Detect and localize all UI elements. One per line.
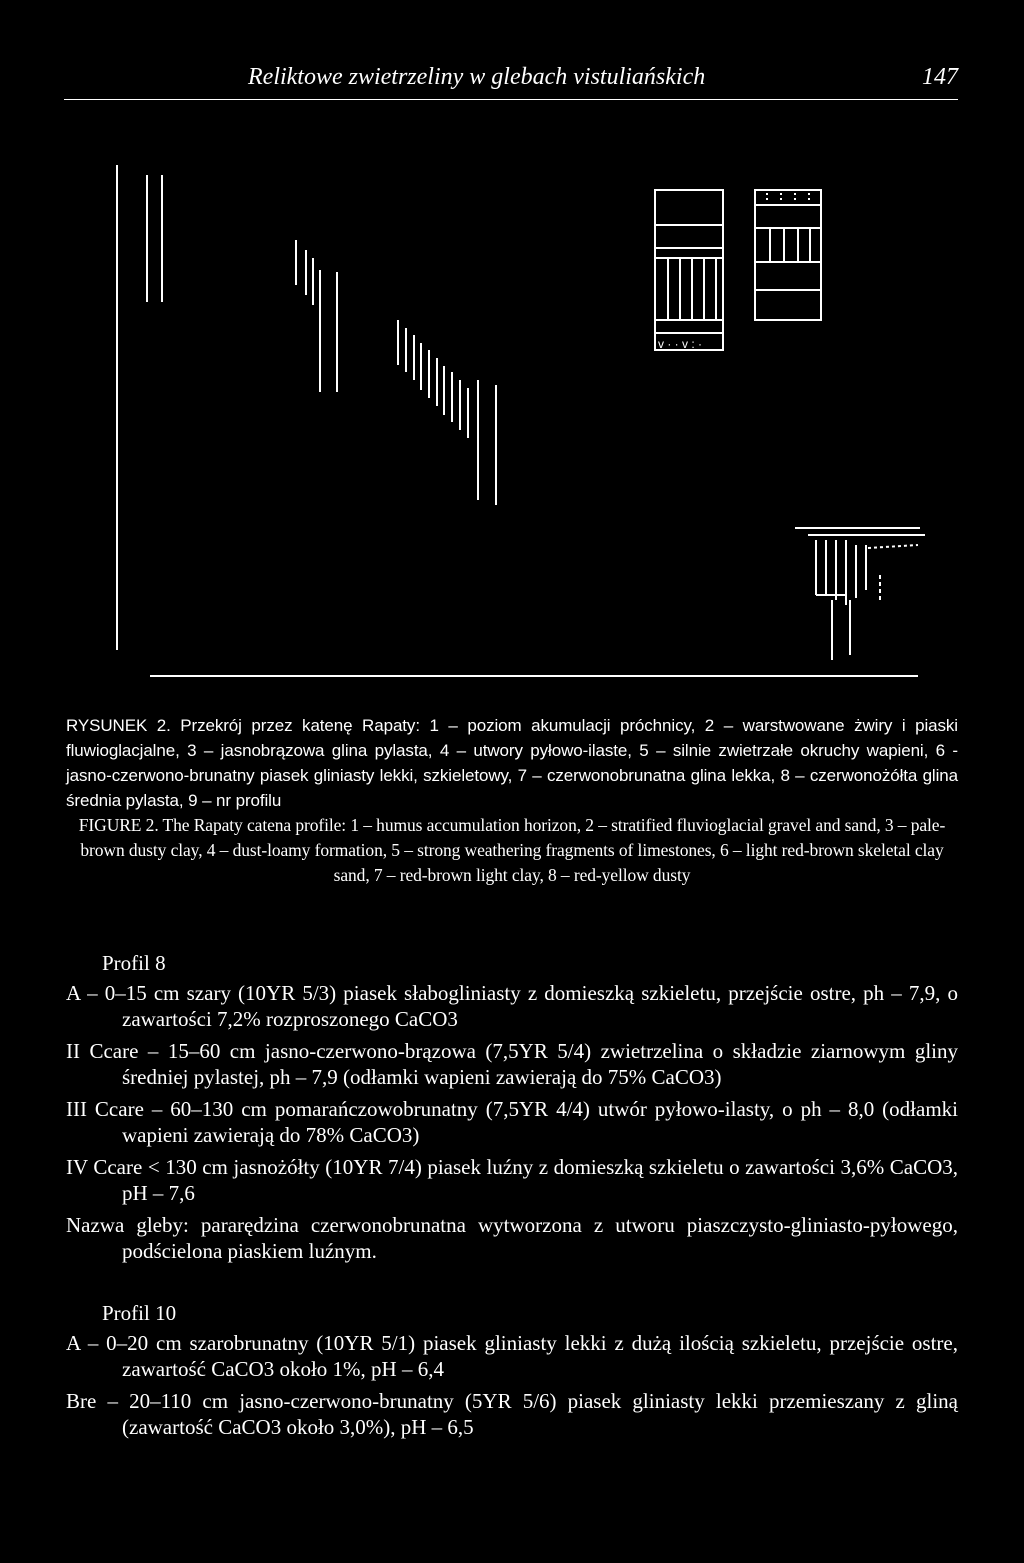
catena-cross-section-figure (0, 100, 1024, 690)
profile-8-horizon-iv: IV Ccare < 130 cm jasnożółty (10YR 7/4) piasek luźny z domieszką szkieletu o zawartości 3,6% CaCO3, pH – 7,6 (66, 1155, 958, 1205)
profile-8-soil-name: Nazwa gleby: pararędzina czerwonobrunatna wytworzona z utworu piaszczysto-gliniasto-pyłowego, podścielona piaskiem luźnym. (66, 1213, 958, 1263)
gravel-marks: v · · v : · (658, 337, 702, 351)
page-number: 147 (922, 64, 958, 90)
profile-column-2 (296, 240, 337, 392)
caption-english: FIGURE 2. The Rapaty catena profile: 1 – humus accumulation horizon, 2 – stratified fluvioglacial gravel and sand, 3 – pale-brown dusty clay, 4 – dust-loamy formation, 5 – strong weathering fragments of limestones, 6 – light red-brown skeletal clay sand, 7 – red-brown light clay, 8 – red-yellow dusty (78, 815, 946, 885)
caption-polish: RYSUNEK 2. Przekrój przez katenę Rapaty: 1 – poziom akumulacji próchnicy, 2 – warstwowane żwiry i piaski fluwioglacjalne, 3 – jasnobrązowa glina pylasta, 4 – utwory pyłowo-ilaste, 5 – silnie zwietrzałe okruchy wapieni, 6 - jasno-czerwono-brunatny piasek gliniasty lekki, szkieletowy, 7 – czerwonobrunatna glina lekka, 8 – czerwonożółta glina średnia pylasta, 9 – nr profilu (66, 716, 958, 810)
profile-10-title: Profil 10 (102, 1301, 177, 1325)
profile-descriptions (66, 950, 958, 1446)
profile-8-title: Profil 8 (102, 951, 166, 975)
section-gap (66, 1270, 958, 1300)
profile-10-horizon-bre: Bre – 20–110 cm jasno-czerwono-brunatny (5YR 5/6) piasek gliniasty lekki przemieszany z gliną (zawartość CaCO3 około 3,0%), pH – 6,5 (66, 1389, 958, 1439)
profile-column-4 (655, 190, 723, 350)
profile-8-horizon-iii: III Ccare – 60–130 cm pomarańczowobrunatny (7,5YR 4/4) utwór pyłowo-ilasty, o ph – 8,0 (odłamki wapieni zawierają do 78% CaCO3) (66, 1097, 958, 1147)
profile-column-3 (398, 320, 496, 505)
profile-8-horizon-a: A – 0–15 cm szary (10YR 5/3) piasek słabogliniasty z domieszką szkieletu, przejście ostre, ph – 7,9, o zawartości 7,2% rozproszonego CaCO3 (66, 981, 958, 1031)
running-title: Reliktowe zwietrzeliny w glebach vistuliańskich (248, 64, 706, 90)
profile-column-5 (755, 190, 821, 320)
profile-column-6 (795, 528, 925, 660)
profile-column-1 (117, 165, 162, 650)
profile-8-horizon-ii: II Ccare – 15–60 cm jasno-czerwono-brązowa (7,5YR 5/4) zwietrzelina o składzie ziarnowym gliny średniej pylastej, ph – 7,9 (odłamki wapieni zawierają do 75% CaCO3) (66, 1039, 958, 1089)
running-header (64, 64, 958, 100)
profile-10-horizon-a: A – 0–20 cm szarobrunatny (10YR 5/1) piasek gliniasty lekki z dużą ilością szkieletu, przejście ostre, zawartość CaCO3 około 1%, pH – 6,4 (66, 1331, 958, 1381)
figure-caption (66, 713, 958, 888)
